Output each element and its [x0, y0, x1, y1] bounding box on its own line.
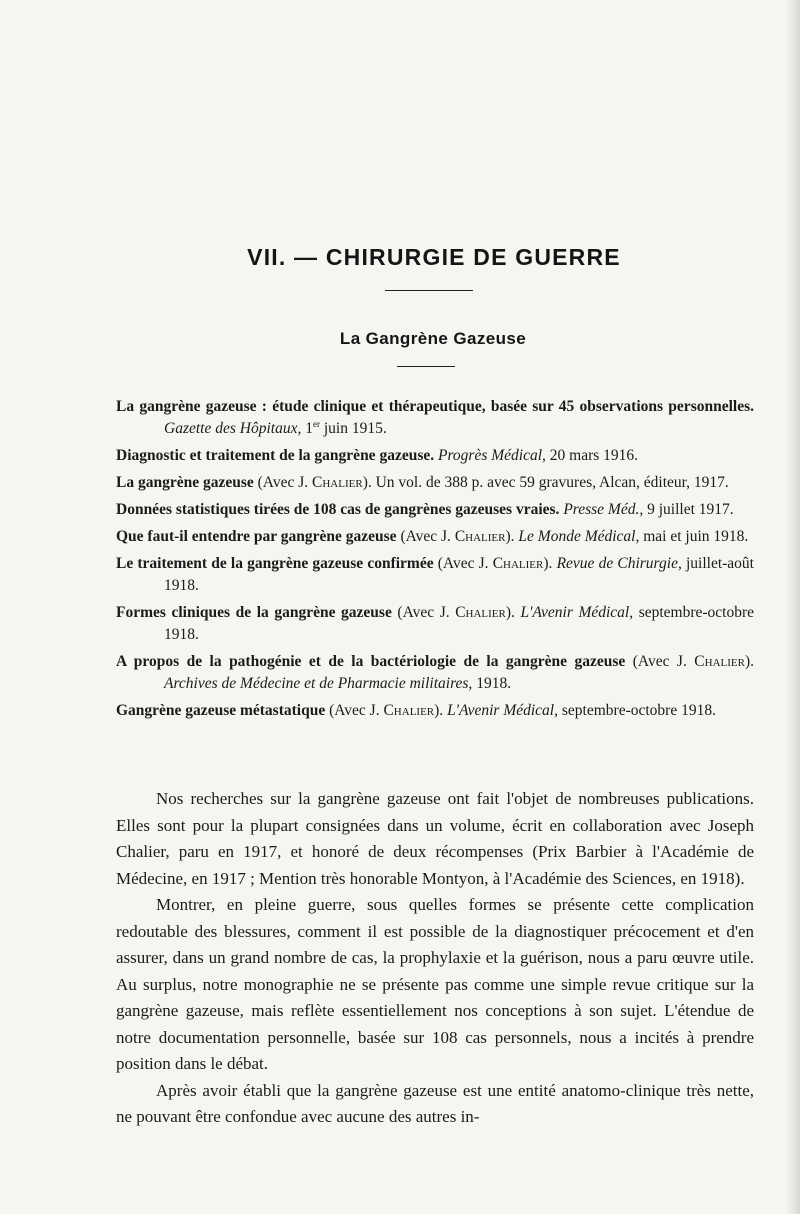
reference-date: septembre-octobre 1918.	[561, 702, 716, 719]
reference-journal: Le Monde Médical,	[518, 528, 640, 545]
reference-item	[116, 472, 754, 494]
reference-coauthor: (Avec J. Chalier).	[437, 555, 553, 572]
reference-coauthor: (Avec J. Chalier).	[257, 474, 372, 491]
reference-title: A propos de la pathogénie et de la bactériologie de la gangrène gazeuse	[116, 653, 626, 670]
body-text	[116, 786, 754, 1131]
body-paragraph: Après avoir établi que la gangrène gazeuse est une entité anatomo-clinique très nette, ne pouvant être confondue avec aucune des autres in-	[116, 1080, 754, 1126]
reference-coauthor: (Avec J. Chalier).	[400, 528, 515, 545]
reference-title: Données statistiques tirées de 108 cas de gangrènes gazeuses vraies.	[116, 501, 560, 518]
page-edge-shadow	[786, 0, 800, 1214]
reference-journal: Presse Méd.,	[563, 501, 644, 518]
reference-journal: L'Avenir Médical,	[447, 702, 558, 719]
reference-item	[116, 651, 754, 695]
reference-item	[116, 445, 754, 467]
title-rule	[385, 290, 473, 291]
reference-journal: Archives de Médecine et de Pharmacie militaires,	[164, 675, 473, 692]
body-paragraph: Nos recherches sur la gangrène gazeuse ont fait l'objet de nombreuses publications. Elles sont pour la plupart consignées dans un volume, écrit en collaboration avec Joseph Chalier, paru en 1917, et honoré de deux récompenses (Prix Barbier à l'Académie de Médecine, en 1917 ; Mention très honorable Montyon, à l'Académie des Sciences, en 1918).	[116, 789, 754, 888]
reference-item	[116, 602, 754, 646]
reference-item	[116, 499, 754, 521]
reference-date: septembre-octobre 1918.	[164, 604, 755, 643]
reference-title: La gangrène gazeuse : étude clinique et thérapeutique, basée sur 45 observations personnelles.	[116, 398, 754, 415]
body-paragraph: Montrer, en pleine guerre, sous quelles formes se présente cette complication redoutable des blessures, comment il est possible de la diagnostiquer précocement et d'en assurer, dans un grand nombre de cas, la prophylaxie et la guérison, nous a paru œuvre utile. Au surplus, notre monographie ne se présente pas comme une simple revue critique sur la gangrène gazeuse, mais reflète essentiellement nos conceptions à son sujet. L'étendue de notre documentation personnelle, basée sur 108 cas personnels, nous a incités à prendre position dans le débat.	[116, 895, 754, 1073]
reference-title: La gangrène gazeuse	[116, 474, 254, 491]
reference-coauthor: (Avec J. Chalier).	[632, 653, 755, 670]
reference-journal: Progrès Médical,	[437, 447, 546, 464]
reference-date: mai et juin 1918.	[643, 528, 749, 545]
reference-date: 1918.	[476, 675, 512, 692]
reference-title: Formes cliniques de la gangrène gazeuse	[116, 604, 392, 621]
reference-journal: Gazette des Hôpitaux,	[164, 420, 302, 437]
reference-date: 1er juin 1915.	[305, 419, 387, 437]
section-title: La Gangrène Gazeuse	[339, 329, 527, 348]
reference-date: juillet-août 1918.	[164, 555, 754, 594]
reference-details: Un vol. de 388 p. avec 59 gravures, Alcan, éditeur, 1917.	[375, 474, 729, 491]
reference-date: 20 mars 1916.	[549, 447, 639, 464]
reference-title: Que faut-il entendre par gangrène gazeuse	[116, 528, 397, 545]
reference-coauthor: (Avec J. Chalier).	[397, 604, 515, 621]
reference-title: Gangrène gazeuse métastatique	[116, 702, 326, 719]
section-rule	[397, 366, 455, 367]
reference-title: Le traitement de la gangrène gazeuse confirmée	[116, 555, 434, 572]
reference-item	[116, 700, 754, 722]
reference-title: Diagnostic et traitement de la gangrène gazeuse.	[116, 447, 435, 464]
bibliography-list	[116, 396, 754, 727]
reference-item	[116, 526, 754, 548]
reference-coauthor: (Avec J. Chalier).	[329, 702, 444, 719]
reference-item	[116, 396, 754, 440]
chapter-title: VII. — CHIRURGIE DE GUERRE	[247, 244, 621, 270]
reference-journal: L'Avenir Médical,	[520, 604, 634, 621]
reference-date: 9 juillet 1917.	[647, 501, 734, 518]
reference-journal: Revue de Chirurgie,	[556, 555, 682, 572]
reference-item	[116, 553, 754, 597]
